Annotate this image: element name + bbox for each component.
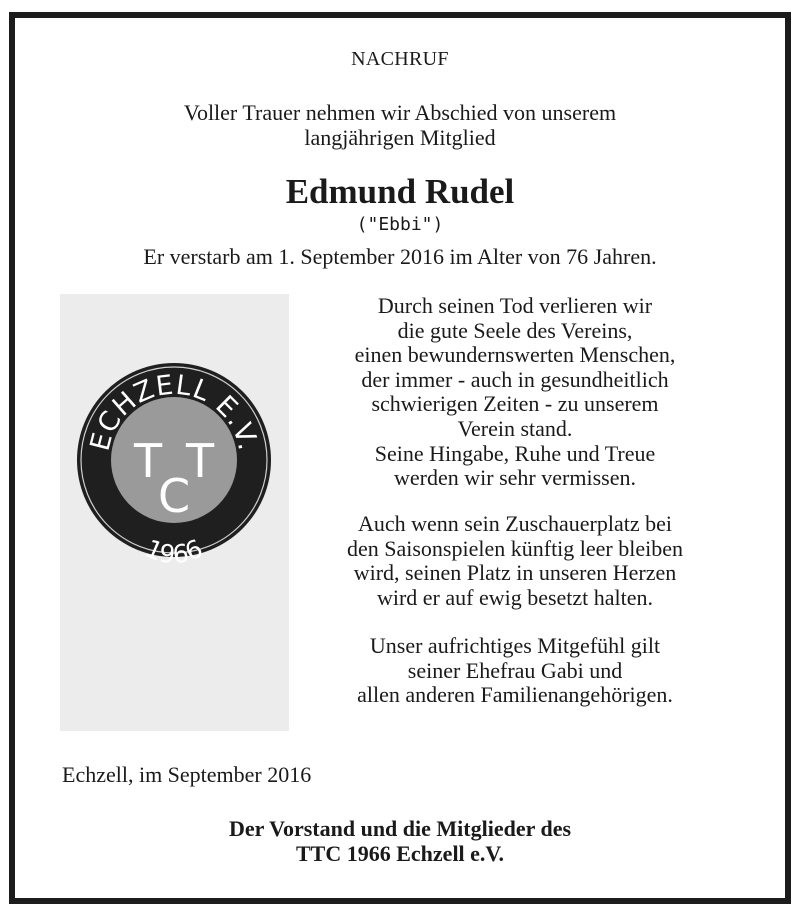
notice-heading: NACHRUF — [351, 48, 449, 70]
death-notice: Er verstarb am 1. September 2016 im Alter von 76 Jahren. — [143, 244, 657, 269]
paragraph-line: schwierigen Zeiten - zu unserem — [371, 391, 659, 417]
paragraph-condolence — [290, 634, 740, 708]
logo-letter-t-right: T — [185, 434, 215, 488]
paragraph-line: wird, seinen Platz in unseren Herzen — [353, 560, 677, 586]
club-logo-panel — [60, 294, 289, 731]
signature-line: TTC 1966 Echzell e.V. — [296, 841, 504, 866]
intro-text — [0, 100, 800, 150]
intro-line: Voller Trauer nehmen wir Abschied von unserem — [183, 100, 617, 125]
logo-letter-t-left: T — [133, 434, 163, 488]
deceased-nickname: ("Ebbi") — [356, 214, 444, 235]
paragraph-line: allen anderen Familienangehörigen. — [357, 682, 673, 708]
club-logo — [60, 294, 289, 731]
logo-year: 1966 — [141, 533, 207, 570]
paragraph-line: den Saisonspielen künftig leer bleiben — [346, 535, 684, 561]
paragraph-line: Durch seinen Tod verlieren wir — [377, 293, 653, 318]
paragraph-seat — [290, 512, 740, 610]
intro-line: langjährigen Mitglied — [304, 125, 496, 150]
paragraph-line: Verein stand. — [457, 415, 573, 441]
logo-ring-text: ECHZELL E.V. — [84, 369, 264, 455]
paragraph-line: Auch wenn sein Zuschauerplatz bei — [358, 511, 672, 536]
signature-line: Der Vorstand und die Mitglieder des — [228, 816, 572, 841]
paragraph-line: Unser aufrichtiges Mitgefühl gilt — [369, 633, 661, 658]
paragraph-tribute — [290, 294, 740, 491]
paragraph-line: Seine Hingabe, Ruhe und Treue — [374, 440, 656, 466]
paragraph-line: die gute Seele des Vereins, — [397, 317, 633, 343]
paragraph-line: werden wir sehr vermissen. — [394, 465, 636, 491]
deceased-name: Edmund Rudel — [285, 172, 515, 211]
logo-letter-c: C — [157, 469, 191, 523]
paragraph-line: seiner Ehefrau Gabi und — [407, 657, 623, 683]
paragraph-line: der immer - auch in gesundheitlich — [361, 366, 669, 392]
place-and-date: Echzell, im September 2016 — [62, 762, 312, 787]
paragraph-line: wird er auf ewig besetzt halten. — [376, 584, 654, 610]
paragraph-line: einen bewundernswerten Menschen, — [354, 342, 676, 368]
